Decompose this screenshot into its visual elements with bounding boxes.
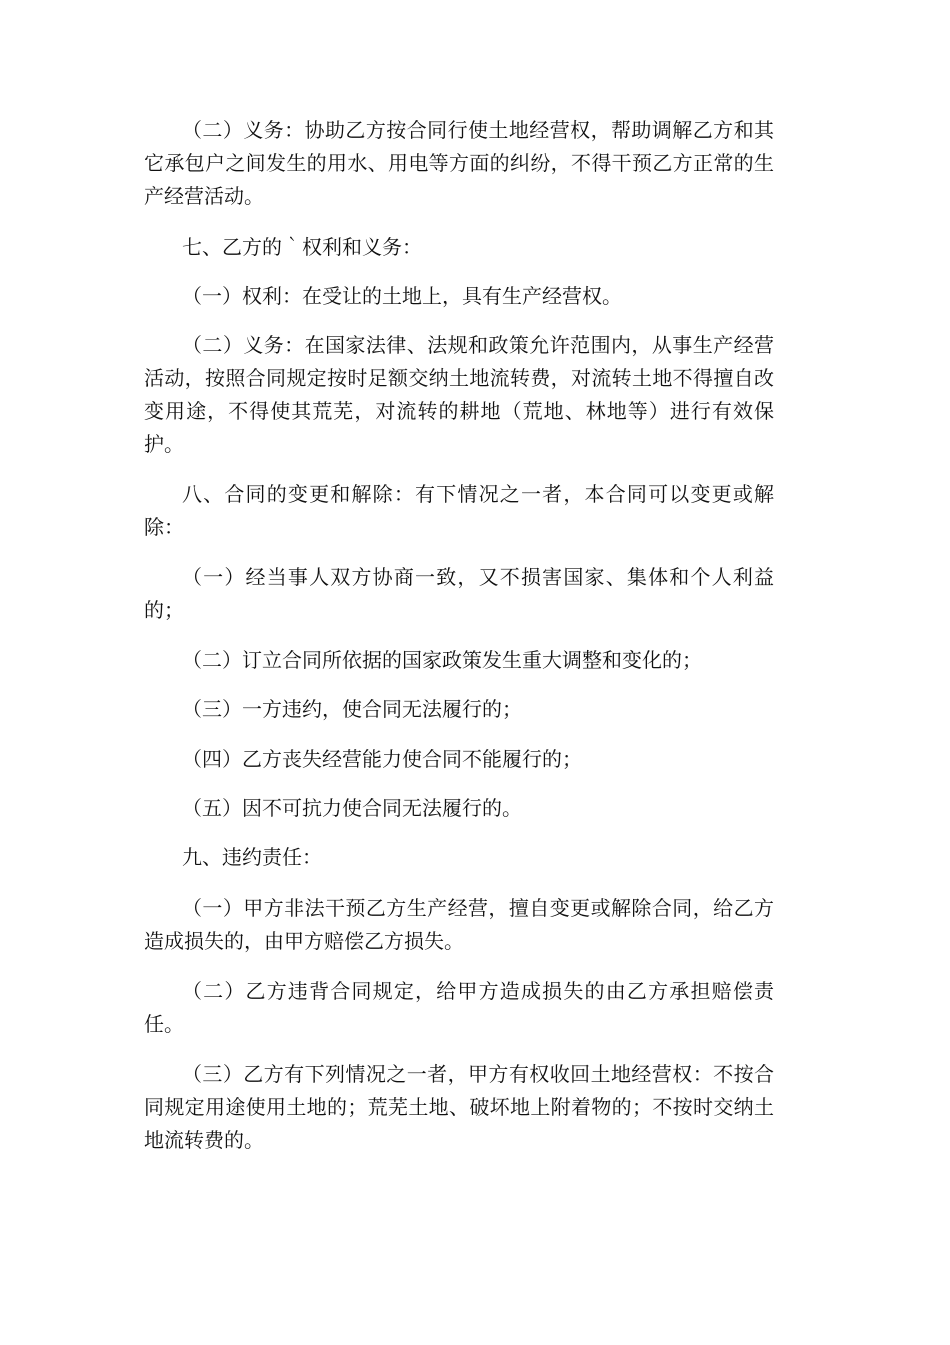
paragraph-liability-1: （一）甲方非法干预乙方生产经营，擅自变更或解除合同，给乙方造成损失的，由甲方赔偿乙方损失。 xyxy=(144,896,774,953)
heading-party-b-rights-obligations: 七、乙方的｀权利和义务： xyxy=(182,235,422,259)
heading-breach-liability: 九、违约责任： xyxy=(182,845,322,869)
paragraph-liability-2: （二）乙方违背合同规定，给甲方造成损失的由乙方承担赔偿责任。 xyxy=(144,979,774,1036)
paragraph-obligations-party-a: （二）义务：协助乙方按合同行使土地经营权，帮助调解乙方和其它承包户之间发生的用水、用电等方面的纠纷，不得干预乙方正常的生产经营活动。 xyxy=(144,118,774,208)
paragraph-change-condition-4: （四）乙方丧失经营能力使合同不能履行的； xyxy=(182,747,582,771)
paragraph-change-condition-1: （一）经当事人双方协商一致，又不损害国家、集体和个人利益的； xyxy=(144,565,774,622)
paragraph-change-condition-3: （三）一方违约，使合同无法履行的； xyxy=(182,697,522,721)
heading-contract-change-termination: 八、合同的变更和解除：有下情况之一者，本合同可以变更或解除： xyxy=(144,482,774,539)
paragraph-party-b-obligations: （二）义务：在国家法律、法规和政策允许范围内，从事生产经营活动，按照合同规定按时足额交纳土地流转费，对流转土地不得擅自改变用途，不得使其荒芜，对流转的耕地（荒地、林地等）进行有效保护。 xyxy=(144,333,774,456)
paragraph-party-b-rights: （一）权利：在受让的土地上，具有生产经营权。 xyxy=(182,284,622,308)
paragraph-change-condition-2: （二）订立合同所依据的国家政策发生重大调整和变化的； xyxy=(182,648,702,672)
paragraph-liability-3: （三）乙方有下列情况之一者，甲方有权收回土地经营权：不按合同规定用途使用土地的；荒芜土地、破坏地上附着物的；不按时交纳土地流转费的。 xyxy=(144,1062,774,1152)
paragraph-change-condition-5: （五）因不可抗力使合同无法履行的。 xyxy=(182,796,522,820)
